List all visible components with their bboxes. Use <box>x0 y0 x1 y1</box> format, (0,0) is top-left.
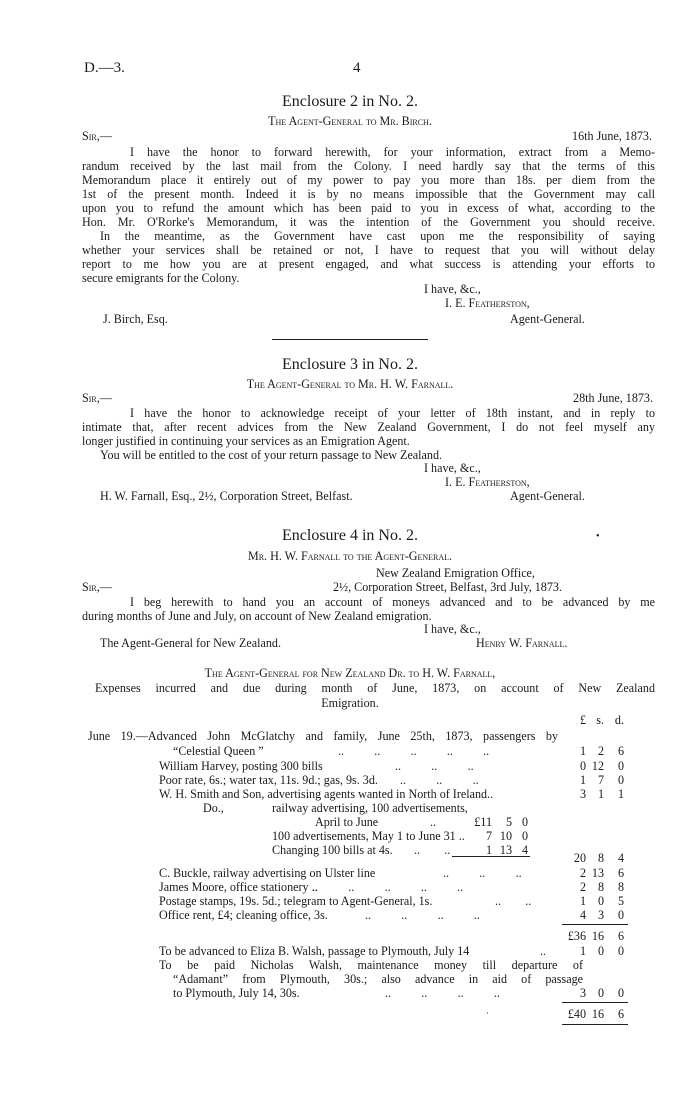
railway-item-text: April to June <box>315 815 379 829</box>
railway-total-pence: 4 <box>617 851 624 865</box>
amount-pence: 0 <box>617 759 624 773</box>
account-subtitle-line1: Expenses incurred and due during month of June, 1873, on account of New Zealand <box>95 681 655 695</box>
enclosure-4-signatory: Henry W. Farnall. <box>476 636 568 650</box>
account-entry-text: Poor rate, 6s.; water tax, 11s. 9d.; gas, 9s. 3d. <box>159 773 378 787</box>
leader-dots: .. .. <box>414 843 451 857</box>
enclosure-2-addressee: J. Birch, Esq. <box>103 312 168 326</box>
enclosure-2-date: 16th June, 1873. <box>572 129 652 143</box>
enclosure-3-signatory-title: Agent-General. <box>510 489 585 503</box>
enclosure-2-body-line: report to me how you are at present engaged, and what success is attending your efforts to <box>82 257 655 271</box>
amount-shillings: 0 <box>597 894 604 908</box>
amount-pounds: 1 <box>579 773 586 787</box>
enclosure-3-addressee: H. W. Farnall, Esq., 2½, Corporation Street, Belfast. <box>100 489 353 503</box>
amount-shillings: 0 <box>597 986 604 1000</box>
amount-shillings: 8 <box>597 880 604 894</box>
railway-amount-pence: 0 <box>521 829 528 843</box>
enclosure-3-body-line: intimate that, after recent advices from the New Zealand Government, I do not feel myself any <box>82 420 655 434</box>
grand-total-shillings: 16 <box>591 1007 604 1021</box>
account-entry-text: Postage stamps, 19s. 5d.; telegram to Agent-General, 1s. <box>159 894 433 908</box>
column-header-pounds: £ <box>579 713 586 727</box>
leader-dots: .. <box>540 944 547 958</box>
railway-amount-pounds: 7 <box>485 829 492 843</box>
enclosure-4-salutation: Sir,— <box>82 580 112 594</box>
account-subtitle-line2: Emigration. <box>321 696 379 710</box>
enclosure-3-salutation: Sir,— <box>82 391 112 405</box>
account-entry-text: Office rent, £4; cleaning office, 3s. <box>159 908 328 922</box>
total-rule <box>562 1002 628 1003</box>
total-double-rule <box>562 1024 628 1025</box>
enclosure-2-title: Enclosure 2 in No. 2. <box>282 93 418 110</box>
leader-dots: .. .. <box>495 894 532 908</box>
enclosure-2-body-line: In the meantime, as the Government have cast upon me the responsibility of saying <box>100 229 655 243</box>
section-divider <box>272 339 428 340</box>
amount-pounds: 1 <box>579 944 586 958</box>
advance-entry-text: “Adamant” from Plymouth, 30s.; also advance in aid of passage <box>173 972 583 986</box>
enclosure-2-body-line: secure emigrants for the Colony. <box>82 271 240 285</box>
subtotal-shillings: 16 <box>591 929 604 943</box>
amount-pence: 6 <box>617 866 624 880</box>
amount-pounds: 2 <box>579 880 586 894</box>
account-entry-text: June 19.—Advanced John McGlatchy and family, June 25th, 1873, passengers by <box>88 729 558 743</box>
enclosure-4-closing: I have, &c., <box>424 622 481 636</box>
amount-shillings: 12 <box>591 759 604 773</box>
leader-dots: .. .. .. .. <box>365 908 480 922</box>
amount-pounds: 1 <box>579 744 586 758</box>
railway-amount-pence: 4 <box>521 843 528 857</box>
enclosure-3-signatory: I. E. Featherston, <box>445 475 530 489</box>
enclosure-3-body-line: You will be entitled to the cost of your return passage to New Zealand. <box>100 448 443 462</box>
enclosure-3-date: 28th June, 1873. <box>573 391 653 405</box>
enclosure-4-body-line: during months of June and July, on account of New Zealand emigration. <box>82 609 432 623</box>
advance-entry-text: To be advanced to Eliza B. Walsh, passage to Plymouth, July 14 <box>159 944 470 958</box>
railway-amount-shillings: 13 <box>499 843 512 857</box>
enclosure-2-body-line: randum received by the last mail from the Colony. I need hardly say that the terms of this <box>82 159 655 173</box>
amount-pence: 5 <box>617 894 624 908</box>
enclosure-3-body-line: longer justified in continuing your services as an Emigration Agent. <box>82 434 410 448</box>
railway-amount-pounds: 1 <box>485 843 492 857</box>
enclosure-2-body-line: 1st of the present month. Indeed it is by no means impossible that the Government may call <box>82 187 655 201</box>
advance-entry-text: to Plymouth, July 14, 30s. <box>173 986 300 1000</box>
enclosure-4-title: Enclosure 4 in No. 2. <box>282 527 418 544</box>
railway-total-pounds: 20 <box>573 851 586 865</box>
column-header-shillings: s. <box>596 713 604 727</box>
railway-total-shillings: 8 <box>597 851 604 865</box>
page-number: 4 <box>353 60 361 76</box>
railway-heading: railway advertising, 100 advertisements, <box>272 801 468 815</box>
railway-item-text: Changing 100 bills at 4s. <box>272 843 393 857</box>
amount-shillings: 3 <box>597 908 604 922</box>
account-entry-text: C. Buckle, railway advertising on Ulster line <box>159 866 376 880</box>
railway-ditto: Do., <box>203 801 224 815</box>
leader-dots: .. <box>430 815 437 829</box>
column-header-pence: d. <box>614 713 624 727</box>
account-entry-text: William Harvey, posting 300 bills <box>159 759 323 773</box>
grand-total-pence: 6 <box>617 1007 624 1021</box>
amount-pounds: 0 <box>579 759 586 773</box>
margin-mark: · <box>486 1008 489 1018</box>
amount-pounds: 1 <box>579 894 586 908</box>
enclosure-3-title: Enclosure 3 in No. 2. <box>282 356 418 373</box>
enclosure-4-office-line1: New Zealand Emigration Office, <box>376 566 535 580</box>
margin-mark: • <box>596 531 600 542</box>
enclosure-2-body-line: I have the honor to forward herewith, for your information, extract from a Memo- <box>130 145 655 159</box>
railway-item-text: 100 advertisements, May 1 to June 31 .. <box>272 829 465 843</box>
amount-shillings: 7 <box>597 773 604 787</box>
enclosure-3-closing: I have, &c., <box>424 461 481 475</box>
amount-pence: 0 <box>617 986 624 1000</box>
account-entry-text: “Celestial Queen ” <box>173 744 264 758</box>
amount-pence: 0 <box>617 944 624 958</box>
advance-entry-text: To be paid Nicholas Walsh, maintenance money till departure of <box>159 958 583 972</box>
amount-pounds: 3 <box>579 986 586 1000</box>
leader-dots: .. .. .. <box>400 773 479 787</box>
railway-amount-shillings: 10 <box>499 829 512 843</box>
enclosure-2-salutation: Sir,— <box>82 129 112 143</box>
amount-pounds: 3 <box>579 787 586 801</box>
account-title <box>0 667 700 679</box>
account-entry-text: James Moore, office stationery .. <box>159 880 318 894</box>
enclosure-2-signatory-title: Agent-General. <box>510 312 585 326</box>
enclosure-2-closing: I have, &c., <box>424 282 481 296</box>
enclosure-4-addressee: The Agent-General for New Zealand. <box>100 636 281 650</box>
leader-dots: .. .. .. <box>443 866 522 880</box>
amount-pence: 6 <box>617 744 624 758</box>
subtotal-pounds: £36 <box>567 929 586 943</box>
leader-dots: .. .. .. .. .. <box>338 744 490 758</box>
amount-pence: 8 <box>617 880 624 894</box>
enclosure-3-subtitle: The Agent-General to Mr. H. W. Farnall. <box>246 377 454 391</box>
amount-shillings: 0 <box>597 944 604 958</box>
amount-pence: 0 <box>617 773 624 787</box>
enclosure-2-body-line: Memorandum place it entirely out of my power to pay you more than 18s. per diem from the <box>82 173 655 187</box>
leader-dots: .. .. .. <box>395 759 474 773</box>
enclosure-4-office-line2: 2½, Corporation Street, Belfast, 3rd July, 1873. <box>333 580 562 594</box>
leader-dots: .. .. .. .. <box>385 986 500 1000</box>
amount-shillings: 13 <box>591 866 604 880</box>
enclosure-2-body-line: Hon. Mr. O'Rorke's Memorandum, it was the intention of the Government you should receive. <box>82 215 655 229</box>
enclosure-2-subtitle: The Agent-General to Mr. Birch. <box>268 114 432 128</box>
amount-pounds: 4 <box>579 908 586 922</box>
amount-shillings: 2 <box>597 744 604 758</box>
amount-pence: 1 <box>617 787 624 801</box>
document-reference: D.—3. <box>84 60 125 76</box>
enclosure-3-body-line: I have the honor to acknowledge receipt of your letter of 18th instant, and in reply to <box>130 406 655 420</box>
amount-shillings: 1 <box>597 787 604 801</box>
enclosure-2-body-line: upon you to refund the amount which has been paid to you in excess of what, according to the <box>82 201 655 215</box>
enclosure-4-body-line: I beg herewith to hand you an account of moneys advanced and to be advanced by me <box>130 595 655 609</box>
account-title-text: The Agent-General for New Zealand Dr. to H. W. Farnall, <box>204 666 496 680</box>
railway-amount-pounds: £11 <box>474 815 492 829</box>
subtotal-pence: 6 <box>617 929 624 943</box>
account-entry-text: W. H. Smith and Son, advertising agents wanted in North of Ireland.. <box>159 787 494 801</box>
subtotal-rule <box>562 924 628 925</box>
enclosure-4-subtitle: Mr. H. W. Farnall to the Agent-General. <box>247 549 453 563</box>
leader-dots: .. .. .. .. .. <box>312 880 464 894</box>
amount-pounds: 2 <box>579 866 586 880</box>
grand-total-pounds: £40 <box>567 1007 586 1021</box>
railway-amount-shillings: 5 <box>505 815 512 829</box>
enclosure-2-signatory: I. E. Featherston, <box>445 296 530 310</box>
railway-subtotal-rule <box>452 856 530 857</box>
amount-pence: 0 <box>617 908 624 922</box>
enclosure-2-body-line: whether your services shall be retained or not, I have to request that you will without delay <box>82 243 655 257</box>
railway-amount-pence: 0 <box>521 815 528 829</box>
